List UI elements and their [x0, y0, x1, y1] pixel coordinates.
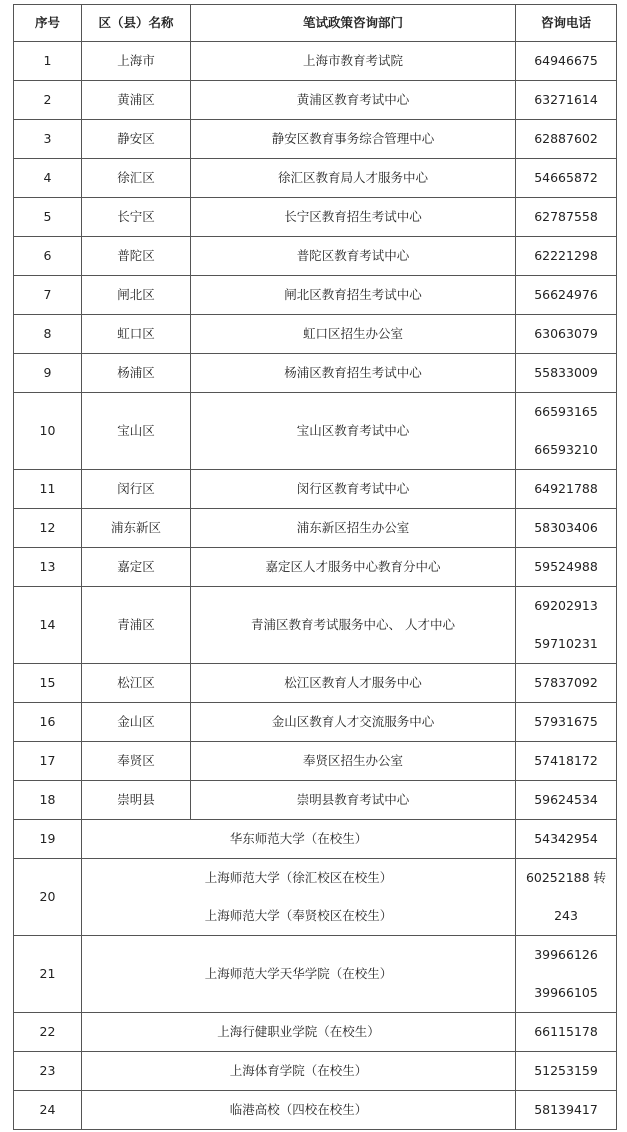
cell-no: 6 — [14, 237, 82, 276]
table-row — [14, 354, 617, 393]
cell-department — [191, 664, 516, 703]
cell-department — [191, 198, 516, 237]
cell-district: 虹口区 — [82, 315, 191, 354]
cell-phone — [516, 781, 617, 820]
phone-line: 54665872 — [534, 170, 598, 185]
cell-department — [191, 276, 516, 315]
cell-phone — [516, 276, 617, 315]
phone-line: 66593165 — [534, 404, 598, 419]
cell-phone — [516, 1091, 617, 1130]
department-line: 黄浦区教育考试中心 — [296, 92, 410, 107]
cell-department — [82, 859, 516, 936]
cell-department — [82, 820, 516, 859]
department-line: 徐汇区教育局人才服务中心 — [277, 170, 428, 185]
contact-table — [13, 4, 617, 1130]
cell-phone — [516, 81, 617, 120]
cell-district: 闵行区 — [82, 470, 191, 509]
department-line: 上海师范大学天华学院（在校生） — [204, 966, 393, 981]
department-line: 嘉定区人才服务中心教育分中心 — [265, 559, 441, 574]
cell-no: 17 — [14, 742, 82, 781]
header-district: 区（县）名称 — [82, 5, 191, 42]
phone-line: 58139417 — [534, 1102, 598, 1117]
department-line: 奉贤区招生办公室 — [302, 753, 403, 768]
cell-district: 静安区 — [82, 120, 191, 159]
department-line: 宝山区教育考试中心 — [296, 423, 410, 438]
department-line: 浦东新区招生办公室 — [296, 520, 410, 535]
cell-no: 2 — [14, 81, 82, 120]
phone-line: 64921788 — [534, 481, 598, 496]
cell-phone — [516, 120, 617, 159]
table-row — [14, 936, 617, 1013]
cell-district: 长宁区 — [82, 198, 191, 237]
cell-department — [191, 742, 516, 781]
cell-no: 11 — [14, 470, 82, 509]
header-row — [14, 5, 617, 42]
table-body — [14, 42, 617, 1130]
cell-department — [191, 587, 516, 664]
department-line: 华东师范大学（在校生） — [229, 831, 368, 846]
department-line: 上海行健职业学院（在校生） — [217, 1024, 380, 1039]
department-line: 虹口区招生办公室 — [302, 326, 403, 341]
cell-phone — [516, 393, 617, 470]
header-no: 序号 — [14, 5, 82, 42]
cell-phone — [516, 159, 617, 198]
phone-line: 51253159 — [534, 1063, 598, 1078]
cell-phone — [516, 820, 617, 859]
phone-line: 54342954 — [534, 831, 598, 846]
department-line: 青浦区教育考试服务中心、 人才中心 — [251, 617, 455, 632]
cell-district: 徐汇区 — [82, 159, 191, 198]
cell-district: 金山区 — [82, 703, 191, 742]
cell-phone — [516, 936, 617, 1013]
cell-district: 宝山区 — [82, 393, 191, 470]
cell-phone — [516, 237, 617, 276]
cell-phone — [516, 198, 617, 237]
table-row — [14, 159, 617, 198]
table-row — [14, 81, 617, 120]
table-row — [14, 703, 617, 742]
cell-no: 5 — [14, 198, 82, 237]
cell-phone — [516, 1013, 617, 1052]
cell-department — [191, 354, 516, 393]
phone-line: 64946675 — [534, 53, 598, 68]
cell-district: 闸北区 — [82, 276, 191, 315]
cell-district: 松江区 — [82, 664, 191, 703]
cell-district: 浦东新区 — [82, 509, 191, 548]
cell-district: 黄浦区 — [82, 81, 191, 120]
cell-department — [191, 81, 516, 120]
table-row — [14, 548, 617, 587]
cell-no: 21 — [14, 936, 82, 1013]
phone-line: 59524988 — [534, 559, 598, 574]
cell-phone — [516, 742, 617, 781]
table-row — [14, 742, 617, 781]
cell-department — [191, 703, 516, 742]
department-line: 松江区教育人才服务中心 — [284, 675, 422, 690]
phone-line: 39966126 — [534, 947, 598, 962]
table-row — [14, 470, 617, 509]
table-row — [14, 1052, 617, 1091]
department-line: 崇明县教育考试中心 — [296, 792, 410, 807]
phone-line: 59710231 — [534, 636, 598, 651]
table-row — [14, 42, 617, 81]
cell-no: 12 — [14, 509, 82, 548]
cell-department — [191, 548, 516, 587]
cell-department — [191, 509, 516, 548]
cell-no: 15 — [14, 664, 82, 703]
table-row — [14, 120, 617, 159]
cell-department — [191, 393, 516, 470]
cell-phone — [516, 548, 617, 587]
department-line: 杨浦区教育招生考试中心 — [284, 365, 422, 380]
cell-district: 崇明县 — [82, 781, 191, 820]
cell-district: 杨浦区 — [82, 354, 191, 393]
cell-district: 普陀区 — [82, 237, 191, 276]
cell-department — [191, 159, 516, 198]
cell-phone — [516, 1052, 617, 1091]
cell-phone — [516, 315, 617, 354]
department-line: 闸北区教育招生考试中心 — [284, 287, 422, 302]
table-row — [14, 1013, 617, 1052]
cell-department — [191, 781, 516, 820]
header-department: 笔试政策咨询部门 — [191, 5, 516, 42]
phone-line: 62787558 — [534, 209, 598, 224]
cell-department — [82, 1013, 516, 1052]
department-line: 普陀区教育考试中心 — [296, 248, 410, 263]
cell-no: 8 — [14, 315, 82, 354]
cell-phone — [516, 470, 617, 509]
cell-department — [191, 237, 516, 276]
table-row — [14, 859, 617, 936]
table-row — [14, 276, 617, 315]
department-line: 临港高校（四校在校生） — [229, 1102, 368, 1117]
table-row — [14, 198, 617, 237]
cell-no: 16 — [14, 703, 82, 742]
cell-district: 奉贤区 — [82, 742, 191, 781]
phone-line: 69202913 — [534, 598, 598, 613]
cell-district: 嘉定区 — [82, 548, 191, 587]
phone-line: 55833009 — [534, 365, 598, 380]
cell-no: 20 — [14, 859, 82, 936]
cell-department — [191, 42, 516, 81]
table-row — [14, 393, 617, 470]
cell-department — [191, 120, 516, 159]
cell-phone — [516, 664, 617, 703]
phone-line: 66593210 — [534, 442, 598, 457]
cell-phone — [516, 354, 617, 393]
cell-department — [82, 1091, 516, 1130]
phone-line: 66115178 — [534, 1024, 598, 1039]
cell-no: 19 — [14, 820, 82, 859]
cell-no: 22 — [14, 1013, 82, 1052]
phone-line: 59624534 — [534, 792, 598, 807]
phone-line: 63271614 — [534, 92, 598, 107]
cell-no: 14 — [14, 587, 82, 664]
cell-department — [191, 470, 516, 509]
cell-no: 10 — [14, 393, 82, 470]
cell-district: 上海市 — [82, 42, 191, 81]
phone-line: 57931675 — [534, 714, 598, 729]
table-row — [14, 820, 617, 859]
phone-line: 63063079 — [534, 326, 598, 341]
department-line: 静安区教育事务综合管理中心 — [271, 131, 435, 146]
phone-line: 39966105 — [534, 985, 598, 1000]
table-row — [14, 587, 617, 664]
department-line: 上海师范大学（徐汇校区在校生） — [204, 870, 393, 885]
table-row — [14, 509, 617, 548]
phone-line: 243 — [554, 908, 578, 923]
table-row — [14, 315, 617, 354]
table-row — [14, 664, 617, 703]
phone-line: 57837092 — [534, 675, 598, 690]
phone-line: 62221298 — [534, 248, 598, 263]
table-row — [14, 1091, 617, 1130]
cell-no: 4 — [14, 159, 82, 198]
cell-no: 3 — [14, 120, 82, 159]
phone-line: 56624976 — [534, 287, 598, 302]
cell-department — [82, 1052, 516, 1091]
table-row — [14, 237, 617, 276]
cell-department — [191, 315, 516, 354]
department-line: 金山区教育人才交流服务中心 — [271, 714, 435, 729]
department-line: 闵行区教育考试中心 — [296, 481, 410, 496]
cell-no: 7 — [14, 276, 82, 315]
cell-no: 13 — [14, 548, 82, 587]
cell-phone — [516, 42, 617, 81]
cell-department — [82, 936, 516, 1013]
department-line: 长宁区教育招生考试中心 — [284, 209, 422, 224]
cell-no: 23 — [14, 1052, 82, 1091]
cell-phone — [516, 703, 617, 742]
table-row — [14, 781, 617, 820]
phone-line: 58303406 — [534, 520, 598, 535]
department-line: 上海师范大学（奉贤校区在校生） — [204, 908, 393, 923]
phone-line: 57418172 — [534, 753, 598, 768]
cell-phone — [516, 509, 617, 548]
cell-district: 青浦区 — [82, 587, 191, 664]
department-line: 上海体育学院（在校生） — [229, 1063, 368, 1078]
cell-no: 24 — [14, 1091, 82, 1130]
phone-line: 62887602 — [534, 131, 598, 146]
cell-phone — [516, 859, 617, 936]
cell-phone — [516, 587, 617, 664]
cell-no: 1 — [14, 42, 82, 81]
cell-no: 18 — [14, 781, 82, 820]
department-line: 上海市教育考试院 — [302, 53, 403, 68]
cell-no: 9 — [14, 354, 82, 393]
header-phone: 咨询电话 — [516, 5, 617, 42]
phone-line: 60252188 转 — [525, 870, 607, 885]
